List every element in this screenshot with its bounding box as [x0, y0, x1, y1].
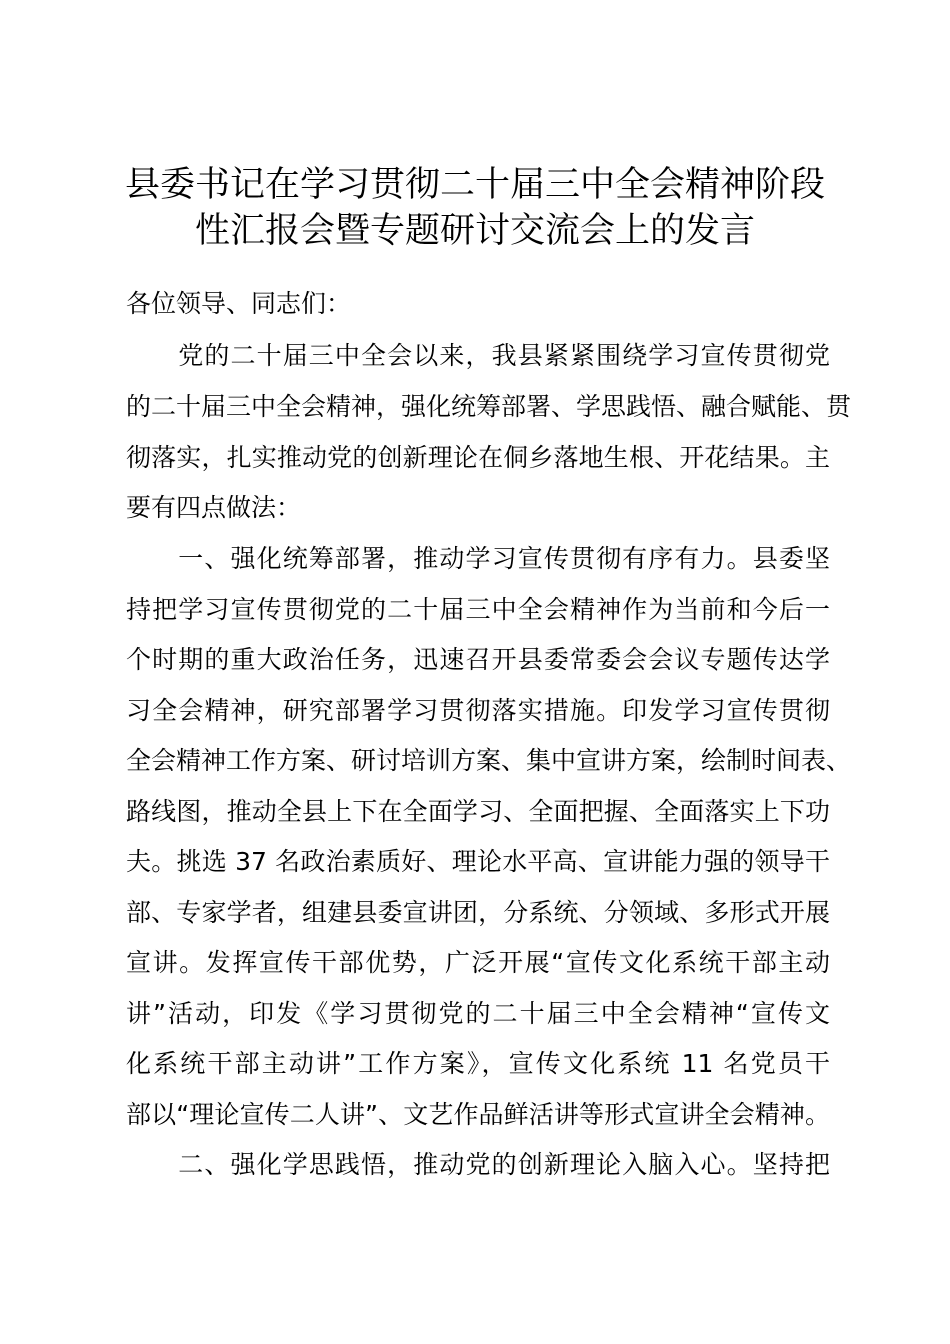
greeting: 各位领导、同志们：: [126, 289, 352, 318]
paragraph-1-line-1: 党的二十届三中全会以来，我县紧紧围绕学习宣传贯彻党: [126, 341, 830, 370]
section-1-line-9: 宣讲。发挥宣传干部优势，广泛开展“宣传文化系统干部主动: [126, 948, 830, 977]
section-1-line-5: 全会精神工作方案、研讨培训方案、集中宣讲方案，绘制时间表、: [126, 746, 852, 775]
section-1-line-12: 部以“理论宣传二人讲”、文艺作品鲜活讲等形式宣讲全会精神。: [126, 1100, 830, 1129]
document-title-line-2: 性汇报会暨专题研讨交流会上的发言: [194, 211, 755, 251]
section-1-line-2: 持把学习宣传贯彻党的二十届三中全会精神作为当前和今后一: [126, 595, 830, 624]
section-1-line-8: 部、专家学者，组建县委宣讲团，分系统、分领域、多形式开展: [126, 898, 830, 927]
section-1-line-11: 化系统干部主动讲”工作方案》，宣传文化系统 11 名党员干: [126, 1049, 830, 1078]
paragraph-1-line-3: 彻落实，扎实推动党的创新理论在侗乡落地生根、开花结果。主: [126, 443, 830, 472]
paragraph-1-line-4: 要有四点做法：: [126, 493, 302, 522]
section-2-line-1: 二、强化学思践悟，推动党的创新理论入脑入心。坚持把: [126, 1150, 830, 1179]
paragraph-1-line-2: 的二十届三中全会精神，强化统筹部署、学思践悟、融合赋能、贯: [126, 392, 852, 421]
section-1-line-6: 路线图，推动全县上下在全面学习、全面把握、全面落实上下功: [126, 797, 830, 826]
section-1-line-3: 个时期的重大政治任务，迅速召开县委常委会会议专题传达学: [126, 645, 830, 674]
section-1-line-10: 讲”活动，印发《学习贯彻党的二十届三中全会精神“宣传文: [126, 999, 830, 1028]
section-1-line-4: 习全会精神，研究部署学习贯彻落实措施。印发学习宣传贯彻: [126, 696, 830, 725]
section-1-line-7: 夫。挑选 37 名政治素质好、理论水平高、宣讲能力强的领导干: [126, 847, 830, 876]
section-1-line-1: 一、强化统筹部署，推动学习宣传贯彻有序有力。县委坚: [126, 544, 830, 573]
document-title-line-1: 县委书记在学习贯彻二十届三中全会精神阶段: [124, 165, 825, 205]
